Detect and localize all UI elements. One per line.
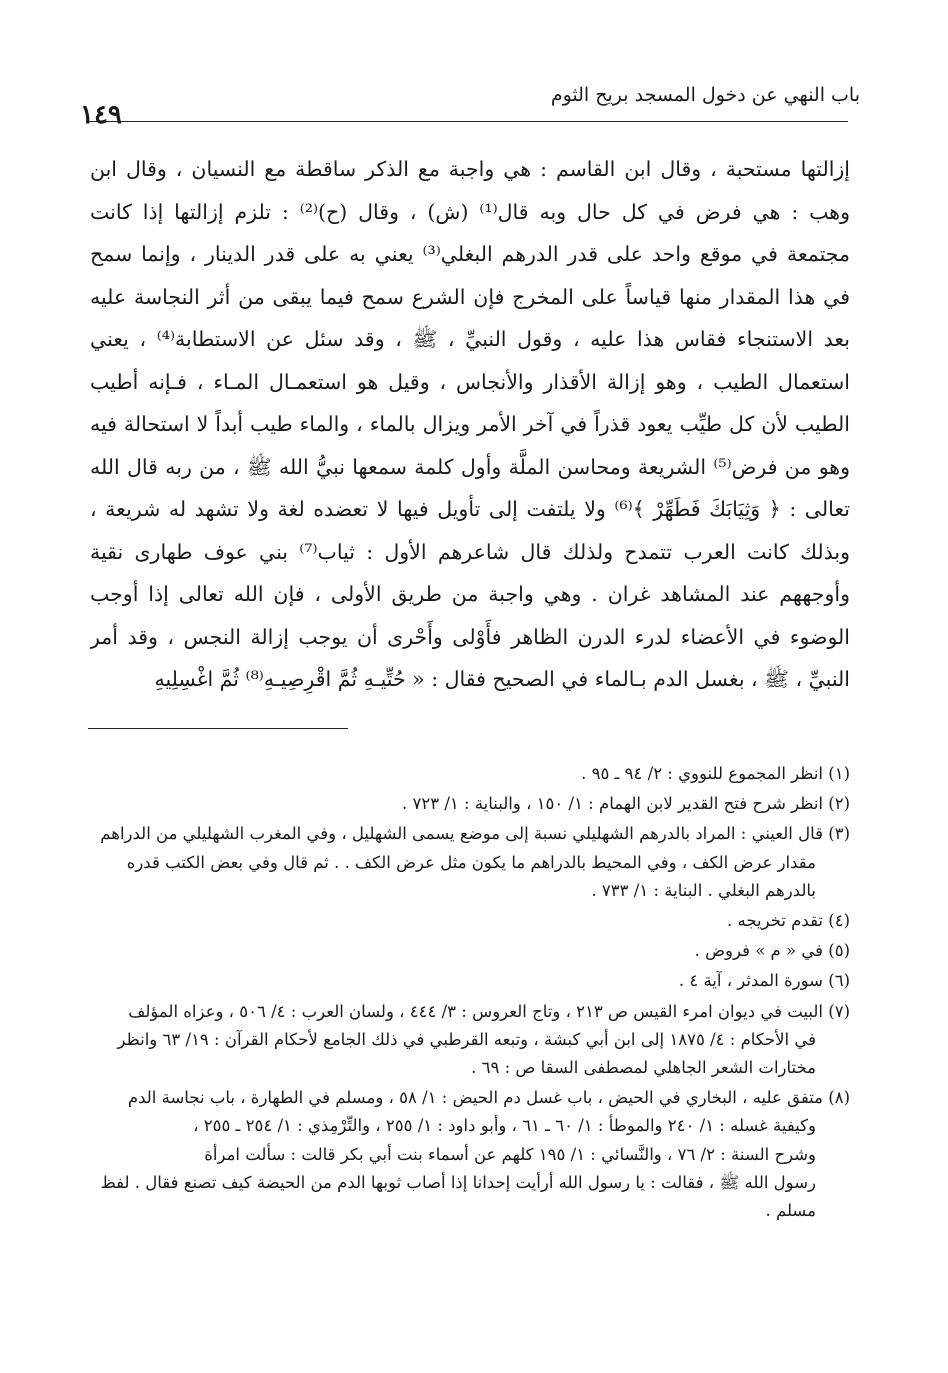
footnote-7 — [80, 998, 850, 1083]
footnote-line: (٨) متفق عليه ، البخاري في الحيض ، باب غسل دم الحيض : ١/ ٥٨ ، ومسلم في الطهارة ، باب نجاسة الدم — [127, 1088, 850, 1108]
footnote-2 — [80, 790, 850, 818]
footnote-4 — [80, 907, 850, 935]
footnote-1 — [80, 760, 850, 788]
text-line: مجتمعة في موقع واحد على قدر الدرهم البغلي⁽³⁾ يعني به على قدر الدينار ، وإنما سمح — [90, 242, 850, 266]
footnote-line: مقدار عرض الكف ، وفي المحيط بالدراهم ما يكون مثل عرض الكف . . ثم قال وفي بعض الكتب قدره — [126, 852, 816, 872]
text-line: تعالى : ﴿ وَثِيَابَكَ فَطَهِّرْ ﴾⁽⁶⁾ ولا يلتفت إلى تأويل فيها لا تعضده لغة ولا تشهد له شريعة ، — [90, 497, 850, 521]
text-line: وأوجههم عند المشاهد غران . وهي واجبة من طريق الأولى ، فإن الله تعالى إذا أوجب — [90, 582, 850, 606]
footnote-line: (٧) البيت في ديوان امرء القيس ص ٢١٣ ، وتاج العروس : ٣/ ٤٤٤ ، ولسان العرب : ٤/ ٥٠٦ ، وعزاه المؤلف — [128, 1001, 850, 1021]
text-line: وهو من فرض⁽⁵⁾ الشريعة ومحاسن الملَّة وأول كلمة سمعها نبيُّ الله ﷺ ، من ربه قال الله — [90, 454, 850, 479]
footnote-line: (١) انظر المجموع للنووي : ٢/ ٩٤ ـ ٩٥ . — [581, 764, 850, 783]
footnote-divider — [88, 728, 348, 729]
header-divider — [88, 121, 848, 122]
footnote-8 — [80, 1084, 850, 1225]
footnote-line: بالدرهم البغلي . البناية : ١/ ٧٣٣ . — [591, 880, 816, 900]
text-line: النبيِّ ، ﷺ ، بغسل الدم بـالماء في الصحيح فقال : « حُتِّيـهِ ثُمَّ اقْرِصِيـهِ⁽⁸⁾ ثُمَّ اغْسِلِيهِ — [154, 667, 850, 691]
footnote-line: (٢) انظر شرح فتح القدير لابن الهمام : ١/ ١٥٠ ، والبناية : ١/ ٧٢٣ . — [402, 794, 850, 814]
text-line: الطيب لأن كل طيِّب يعود قذراً في آخر الأمر ويزال بالماء ، والماء طيب أبداً لا استحالة فيه — [90, 412, 850, 436]
page-number: ١٤٩ — [80, 100, 122, 130]
footnote-6 — [80, 967, 850, 995]
footnote-line: (٦) سورة المدثر ، آية ٤ . — [678, 971, 850, 991]
footnote-line: مسلم . — [765, 1201, 816, 1221]
footnote-line: وشرح السنة : ٢/ ٧٦ ، والنَّسائي : ١/ ١٩٥ كلهم عن أسماء بنت أبي بكر قالت : سألت امرأة — [204, 1144, 816, 1164]
footnote-3 — [80, 820, 850, 905]
footnotes — [80, 760, 850, 1227]
text-line: وبذلك كانت العرب تتمدح ولذلك قال شاعرهم الأول : ثياب⁽⁷⁾ بني عوف طهارى نقية — [90, 539, 850, 564]
footnote-line: مختارات الشعر الجاهلي لمصطفى السقا ص : ٦٩ . — [471, 1058, 816, 1078]
text-line: الوضوء في الأعضاء لدرء الدرن الظاهر فأَوْلى وأَحْرى أن يوجب إزالة النجس ، وقد أمر — [90, 624, 850, 649]
text-line: وهب : هي فرض في كل حال وبه قال⁽¹⁾ (ش) ، وقال (ح)⁽²⁾ : تلزم إزالتها إذا كانت — [90, 199, 850, 224]
footnote-line: وكيفية غسله : ١/ ٢٤٠ والموطأ : ١/ ٦٠ ـ ٦١ ، وأبو داود : ١/ ٢٥٥ ، والتِّرْمِذي : ١/ ٢٥٤ ـ ٢٥٥ ، — [193, 1116, 816, 1136]
footnote-line: رسول الله ﷺ ، فقالت : يا رسول الله أرأيت إحدانا إذا أصاب ثوبها الدم من الحيضة كيف تصنع فقال . لفظ — [100, 1172, 816, 1192]
text-line: إزالتها مستحبة ، وقال ابن القاسم : هي واجبة مع الذكر ساقطة مع النسيان ، وقال ابن — [90, 157, 850, 181]
text-line: استعمال الطيب ، وهو إزالة الأقذار والأنجاس ، وقيل هو استعمـال المـاء ، فـإنه أطيب — [90, 369, 850, 394]
footnote-line: (٥) في « م » فروض . — [694, 941, 850, 961]
footnote-5 — [80, 937, 850, 965]
footnote-line: (٤) تقدم تخريجه . — [727, 911, 850, 931]
text-line: بعد الاستنجاء فقاس هذا عليه ، وقول النبيِّ ، ﷺ ، وقد سئل عن الاستطابة⁽⁴⁾ ، يعني — [90, 327, 850, 351]
main-text — [90, 148, 850, 701]
text-line: في هذا المقدار منها قياساً على المخرج فإن الشرع سمح فيما يبقى من أثر النجاسة عليه — [90, 284, 850, 309]
footnote-line: (٣) قال العيني : المراد بالدرهم الشهليلي نسبة إلى موضع يسمى الشهليل ، وفي المغرب الشهليلي من الدراهم — [100, 824, 850, 844]
chapter-title: باب النهي عن دخول المسجد بريح الثوم — [550, 84, 860, 106]
footnote-line: في الأحكام : ٤/ ١٨٧٥ إلى ابن أبي كبشة ، وتبعه القرطبي في ذلك الجامع لأحكام القرآن : ١٩/ ٦٣ وانظر — [117, 1029, 816, 1049]
